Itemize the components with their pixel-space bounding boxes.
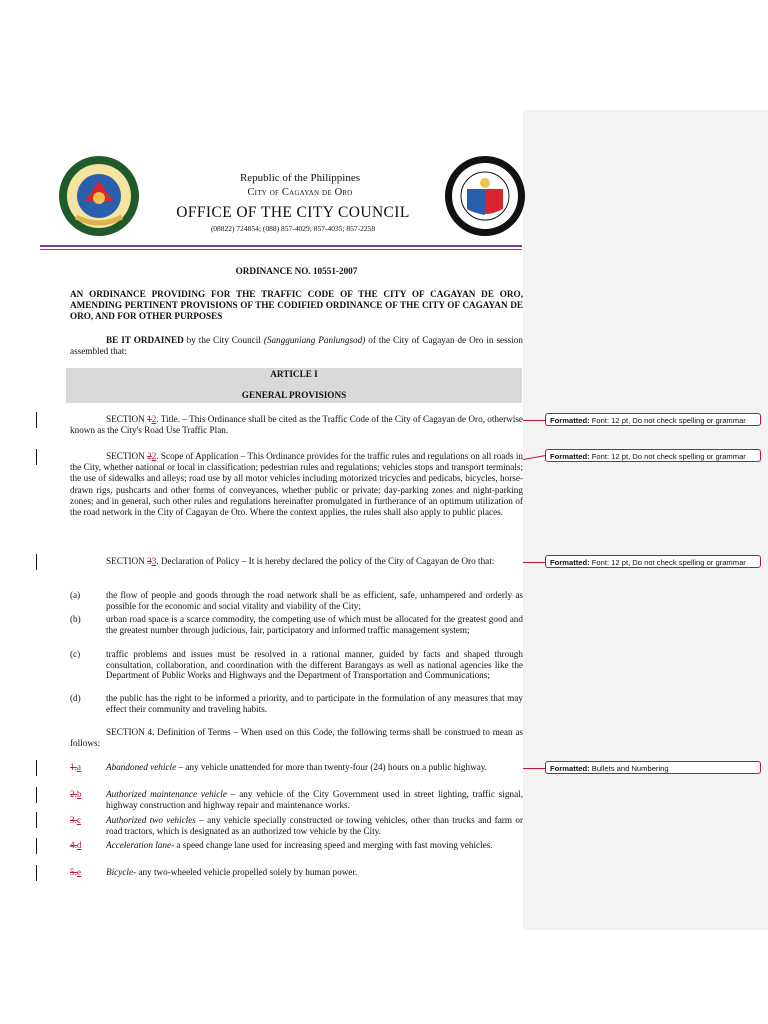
comment-leader-line xyxy=(523,420,545,421)
section-4-body: – When used on this Code, the following terms shall be construed to mean as follows: xyxy=(70,727,523,749)
section-4-heading: Definition of Terms xyxy=(154,727,231,737)
ordinance-number: ORDINANCE NO. 10551-2007 xyxy=(235,266,358,276)
definition-number xyxy=(70,789,106,800)
definition-text xyxy=(106,789,523,810)
deleted-number: 3. xyxy=(70,815,77,825)
header-republic: Republic of the Philippines xyxy=(239,172,361,184)
policy-item-text: urban road space is a scarce commodity, the competing use of which must be allocated for the greatest good and the greatest number through judicious, fair, participatory and informed traffic management system; xyxy=(106,614,523,635)
deleted-number: 2. xyxy=(70,789,77,799)
section-3-inserted-number: 3 xyxy=(151,556,157,566)
ordinance-title: AN ORDINANCE PROVIDING FOR THE TRAFFIC CODE OF THE CITY OF CAGAYAN DE ORO, AMENDING PERTINENT PROVISIONS OF THE CODIFIED ORDINANCE OF THE CITY OF CAGAYAN DE ORO, AND FOR OTHER PURPOSES xyxy=(70,289,523,322)
comment-balloon[interactable] xyxy=(545,555,761,568)
inserted-letter: d xyxy=(76,840,82,850)
section-3-body: – It is hereby declared the policy of the City of Cagayan de Oro that: xyxy=(239,556,495,566)
section-1 xyxy=(70,414,523,436)
section-1-inserted-number: 2 xyxy=(151,414,157,424)
definition-body: – any vehicle specially constructed or towing vehicles, other than trucks and farm or road tractors, which is designated as an authorized tow vehicle by the City. xyxy=(106,815,524,836)
definition-body: – any vehicle of the City Government used in street lighting, traffic signal, highway construction and highway repair and maintenance works. xyxy=(106,789,523,810)
section-2-heading: . Scope of Application xyxy=(156,451,239,461)
enact-tail: of the City of Cagayan de Oro in session assembled that: xyxy=(70,335,523,357)
definition-term: Authorized two vehicles xyxy=(106,815,196,825)
enacting-clause xyxy=(70,335,523,357)
section-1-body: – This Ordinance shall be cited as the Traffic Code of the City of Cagayan de Oro, otherwise known as the City's Road Use Traffic Plan. xyxy=(70,414,524,436)
inserted-letter: a xyxy=(76,762,81,772)
change-bar xyxy=(36,760,37,776)
enact-italic: (Sangguniang Panlungsod) xyxy=(263,335,366,345)
change-bar xyxy=(36,865,37,881)
definition-number xyxy=(70,867,106,878)
enact-mid: by the City Council xyxy=(183,335,264,345)
enact-lead: BE IT ORDAINED xyxy=(106,335,184,345)
definition-term: Abandoned vehicle xyxy=(106,762,177,772)
section-3-prefix: SECTION xyxy=(106,556,148,566)
comment-balloon[interactable] xyxy=(545,413,761,426)
header-rule-purple xyxy=(40,245,522,247)
policy-item-label: (d) xyxy=(70,693,81,703)
policy-item-text: the public has the right to be informed a priority, and to participate in the formulation of any measures that may effect their community and traveling habits. xyxy=(106,693,523,714)
comment-leader-line xyxy=(523,455,546,460)
section-4-prefix: SECTION 4. xyxy=(106,727,155,737)
policy-item-label: (b) xyxy=(70,614,81,624)
policy-item-text: traffic problems and issues must be resolved in a rational manner, guided by facts and shaped through consultation, collaboration, and coordination with the different Barangays as well as national agencies like the Department of Public Works and Highways and the Department of Transportation and Communications; xyxy=(106,649,523,681)
section-3-heading: . Declaration of Policy xyxy=(156,556,240,566)
definition-body: - a speed change lane used for increasing speed and merging with fast moving vehicles. xyxy=(171,840,493,850)
change-bar xyxy=(36,787,37,803)
policy-item-label: (c) xyxy=(70,649,81,659)
inserted-letter: c xyxy=(76,815,81,825)
section-2-body: – This Ordinance provides for the traffic rules and regulations on all roads in the City, whether national or local in classification; pedestrian rules and regulations; vehicles stops and transport terminals; the use of sidewalks and alleys; road use by all motor vehicles including motorized tricycles and pedicabs, bicycles, horse-drawn rigs, pushcarts and other forms of conveyances, whether public or private; day-parking zones and night-parking zones; and in general, such other rules and regulations hereinafter promulgated in furtherance of an optimum utilization of the road network in the City of Cagayan de Oro. Where the context applies, the rules shall also apply to public places. xyxy=(70,451,523,518)
definition-term: Authorized maintenance vehicle xyxy=(106,789,227,799)
header-office: OFFICE OF THE CITY COUNCIL xyxy=(176,204,410,221)
definition-number xyxy=(70,762,106,773)
definition-term: Acceleration lane xyxy=(106,840,172,850)
header-rule-blue xyxy=(40,249,522,250)
comment-balloon[interactable] xyxy=(545,761,761,774)
city-seal-left-icon xyxy=(58,155,140,237)
comment-balloon[interactable] xyxy=(545,449,761,462)
section-3 xyxy=(70,556,523,567)
inserted-letter: e xyxy=(76,867,81,877)
change-bar xyxy=(36,412,37,428)
change-bar xyxy=(36,812,37,828)
section-2 xyxy=(70,451,523,518)
definition-term: Bicycle xyxy=(106,867,134,877)
change-bar xyxy=(36,838,37,854)
section-4 xyxy=(70,727,523,749)
policy-item-label: (a) xyxy=(70,590,81,600)
deleted-number: 1. xyxy=(70,762,77,772)
change-bar xyxy=(36,554,37,570)
definition-number xyxy=(70,815,106,826)
comment-text: Font: 12 pt, Do not check spelling or grammar xyxy=(589,416,746,425)
definition-text xyxy=(106,762,523,773)
deleted-number: 5. xyxy=(70,867,77,877)
header-city: City of Cagayan de Oro xyxy=(247,187,353,198)
comment-label: Formatted: xyxy=(550,558,590,567)
definition-number xyxy=(70,840,106,851)
comment-text: Font: 12 pt, Do not check spelling or grammar xyxy=(589,558,746,567)
change-bar xyxy=(36,449,37,465)
comment-label: Formatted: xyxy=(550,452,590,461)
section-2-deleted-number: 2 xyxy=(147,451,152,461)
definition-body: - any two-wheeled vehicle propelled solely by human power. xyxy=(133,867,358,877)
comment-label: Formatted: xyxy=(550,764,590,773)
section-1-deleted-number: 1 xyxy=(147,414,152,424)
comment-label: Formatted: xyxy=(550,416,590,425)
section-2-inserted-number: 2 xyxy=(151,451,157,461)
section-3-deleted-number: 3 xyxy=(147,556,152,566)
section-1-prefix: SECTION xyxy=(106,414,148,424)
definition-text xyxy=(106,815,523,836)
section-1-heading: . Title. xyxy=(156,414,181,424)
article-subtitle: GENERAL PROVISIONS xyxy=(241,390,347,400)
definition-body: – any vehicle unattended for more than twenty-four (24) hours on a public highway. xyxy=(176,762,488,772)
deleted-number: 4. xyxy=(70,840,77,850)
section-2-prefix: SECTION xyxy=(106,451,148,461)
header-phones: (08822) 724854; (088) 857-4029; 857-4035; 857-2258 xyxy=(210,224,376,233)
comment-leader-line xyxy=(523,562,545,563)
definition-text xyxy=(106,867,523,878)
council-seal-right-icon xyxy=(444,155,526,237)
comment-text: Font: 12 pt, Do not check spelling or grammar xyxy=(589,452,746,461)
definition-text xyxy=(106,840,523,851)
policy-item-text: the flow of people and goods through the road network shall be as efficient, safe, unhampered and orderly as possible for the economic and social vitality and viability of the City; xyxy=(106,590,523,611)
comment-text: Bullets and Numbering xyxy=(589,764,669,773)
inserted-letter: b xyxy=(76,789,82,799)
article-title: ARTICLE I xyxy=(270,369,318,379)
comment-leader-line xyxy=(523,768,545,769)
